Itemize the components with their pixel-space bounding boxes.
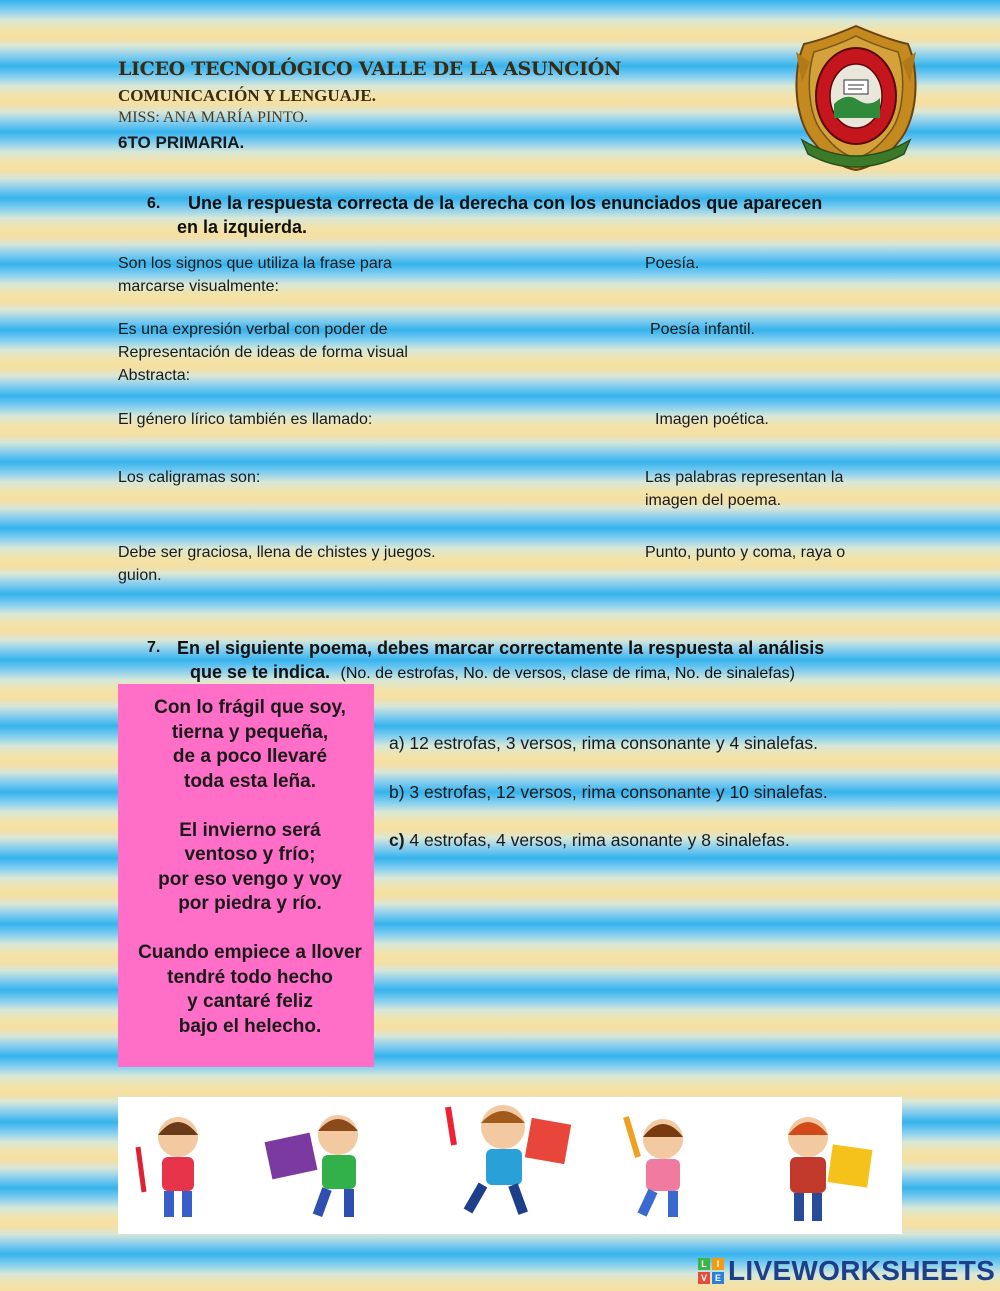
liveworksheets-logo-text: LIVEWORKSHEETS bbox=[728, 1255, 996, 1286]
question-6-instruction-line1: Une la respuesta correcta de la derecha con los enunciados que aparecen bbox=[188, 193, 823, 213]
question-7-instruction-line2: que se te indica. (No. de estrofas, No. de versos, clase de rima, No. de sinalefas) bbox=[190, 662, 795, 682]
option-c[interactable]: c) 4 estrofas, 4 versos, rima asonante y 8 sinalefas. bbox=[389, 830, 790, 850]
grade-label: 6TO PRIMARIA. bbox=[118, 133, 245, 152]
poem-stanza: El invierno será ventoso y frío; por eso vengo y voy por piedra y río. bbox=[158, 819, 342, 914]
poem-stanza: Cuando empiece a llover tendré todo hecho y cantaré feliz bajo el helecho. bbox=[138, 942, 362, 1037]
answer-2[interactable]: Poesía infantil. bbox=[650, 321, 755, 338]
question-7-note: (No. de estrofas, No. de versos, clase de rima, No. de sinalefas) bbox=[340, 665, 795, 682]
poem bbox=[118, 696, 382, 1064]
question-6-instruction-line2: en la izquierda. bbox=[177, 217, 308, 237]
subject-name: COMUNICACIÓN Y LENGUAJE. bbox=[118, 86, 376, 105]
statement-1: Son los signos que utiliza la frase para marcarse visualmente: bbox=[118, 255, 392, 295]
option-b[interactable]: b) 3 estrofas, 12 versos, rima consonante y 10 sinalefas. bbox=[389, 782, 828, 802]
poem-box bbox=[118, 684, 374, 1067]
teacher-name: MISS: ANA MARÍA PINTO. bbox=[118, 109, 308, 126]
liveworksheets-logo-icon: L I V E bbox=[698, 1258, 724, 1284]
option-a[interactable]: a) 12 estrofas, 3 versos, rima consonante y 4 sinalefas. bbox=[389, 733, 818, 753]
statement-3: El género lírico también es llamado: bbox=[118, 411, 373, 428]
poem-stanza: Con lo frágil que soy, tierna y pequeña, de a poco llevaré toda esta leña. bbox=[154, 697, 346, 792]
statement-5: Debe ser graciosa, llena de chistes y juegos. guion. bbox=[118, 544, 436, 584]
school-name: LICEO TECNOLÓGICO VALLE DE LA ASUNCIÓN bbox=[118, 58, 622, 80]
question-6-number: 6. bbox=[147, 195, 161, 212]
question-7-number: 7. bbox=[147, 639, 161, 656]
school-crest-icon bbox=[782, 22, 930, 172]
answer-4[interactable]: Las palabras representan la imagen del poema. bbox=[645, 469, 844, 509]
answer-5[interactable]: Punto, punto y coma, raya o bbox=[645, 544, 846, 561]
answer-1[interactable]: Poesía. bbox=[645, 255, 700, 272]
liveworksheets-logo[interactable] bbox=[698, 1254, 995, 1288]
statement-2: Es una expresión verbal con poder de Representación de ideas de forma visual Abstracta: bbox=[118, 321, 408, 384]
children-illustration bbox=[118, 1097, 902, 1234]
question-7-instruction-line1: En el siguiente poema, debes marcar correctamente la respuesta al análisis bbox=[177, 638, 825, 658]
statement-4: Los caligramas son: bbox=[118, 469, 261, 486]
answer-3[interactable]: Imagen poética. bbox=[655, 411, 769, 428]
